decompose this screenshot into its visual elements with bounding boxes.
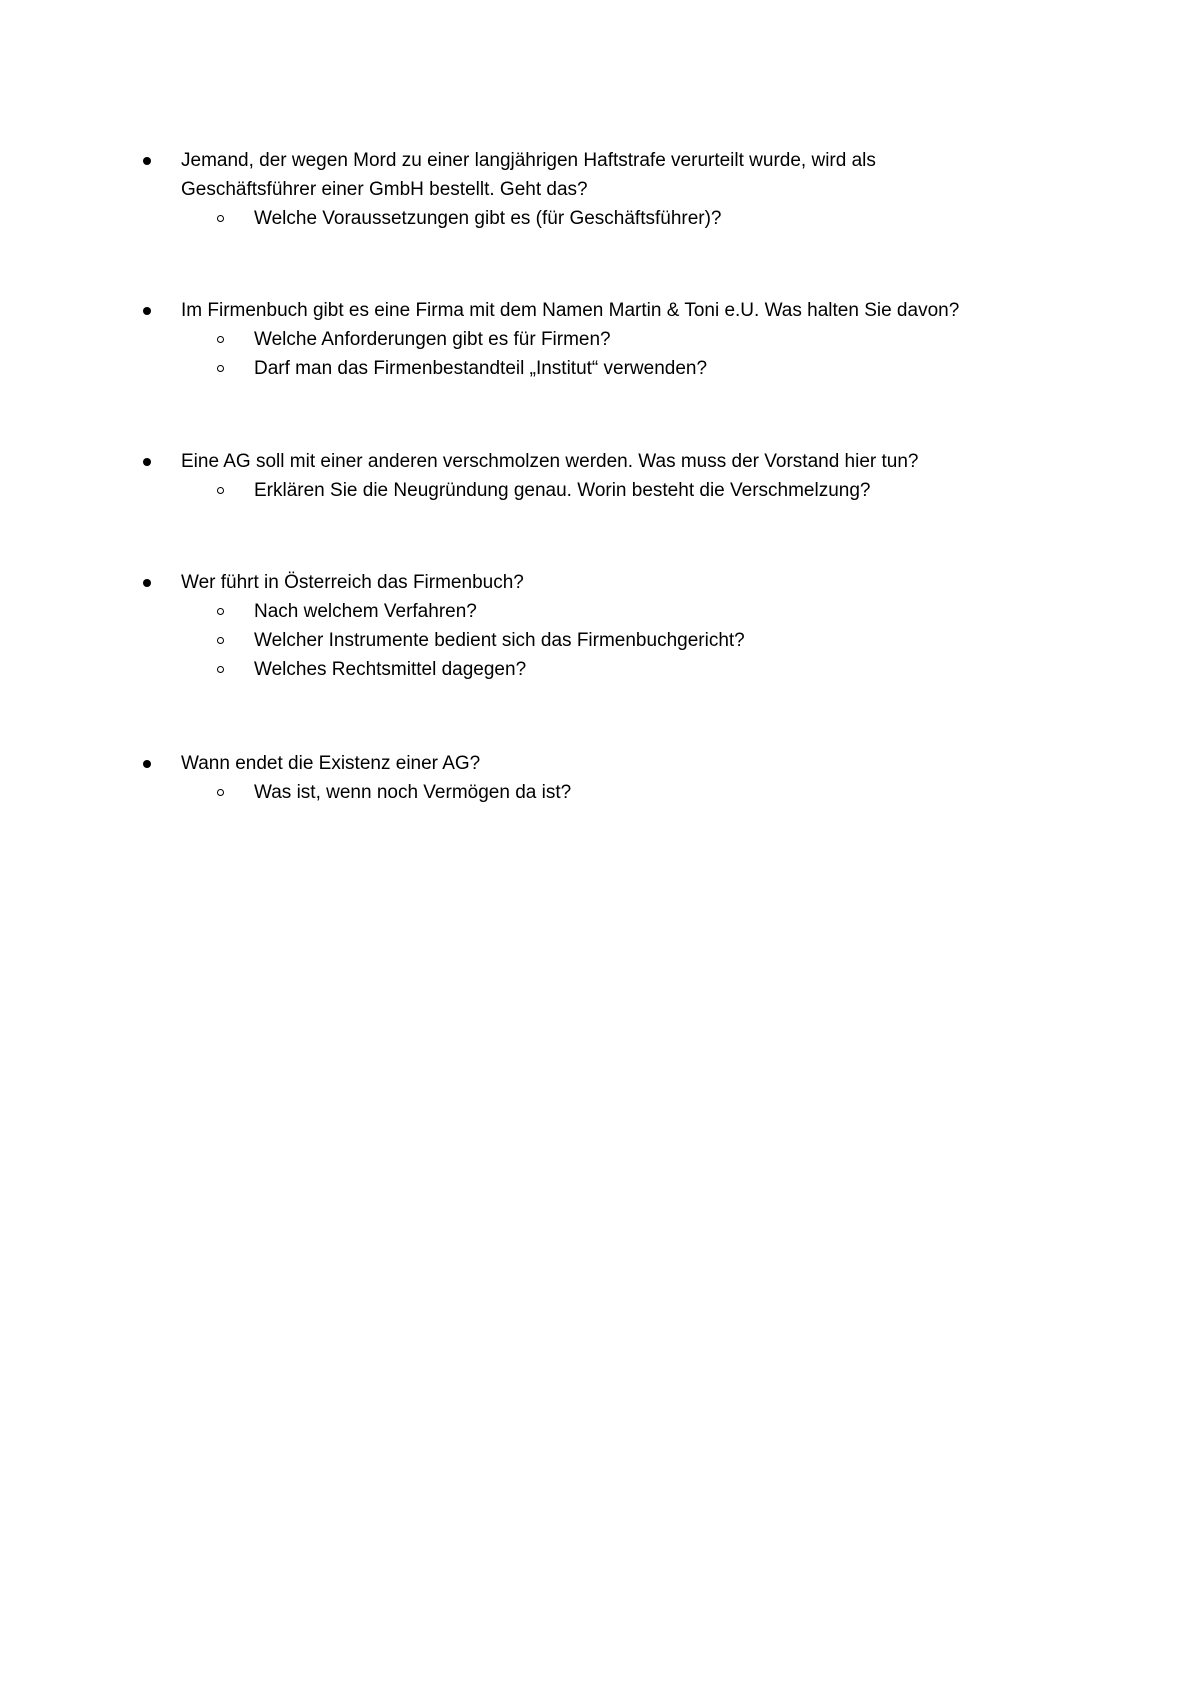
bullet-icon bbox=[143, 760, 151, 768]
sub-question bbox=[0, 626, 1200, 655]
circle-bullet-icon bbox=[217, 666, 224, 673]
circle-bullet-icon bbox=[217, 365, 224, 372]
sub-question bbox=[0, 204, 1200, 233]
sub-question-text: Darf man das Firmenbestandteil „Institut“ verwenden? bbox=[254, 358, 708, 379]
question-text-line: Eine AG soll mit einer anderen verschmolzen werden. Was muss der Vorstand hier tun? bbox=[181, 451, 919, 472]
bullet-icon bbox=[143, 579, 151, 587]
question-item bbox=[0, 146, 1200, 233]
sub-question bbox=[0, 325, 1200, 354]
circle-bullet-icon bbox=[217, 487, 224, 494]
question-item bbox=[0, 749, 1200, 807]
sub-question bbox=[0, 597, 1200, 626]
circle-bullet-icon bbox=[217, 608, 224, 615]
question-text bbox=[0, 296, 1200, 325]
question-item bbox=[0, 568, 1200, 684]
sub-question bbox=[0, 778, 1200, 807]
sub-question-text: Welche Voraussetzungen gibt es (für Geschäftsführer)? bbox=[254, 208, 722, 229]
sub-question-text: Welcher Instrumente bedient sich das Firmenbuchgericht? bbox=[254, 630, 745, 651]
question-text-line: Geschäftsführer einer GmbH bestellt. Geht das? bbox=[181, 179, 588, 200]
sub-question-text: Erklären Sie die Neugründung genau. Worin besteht die Verschmelzung? bbox=[254, 480, 871, 501]
circle-bullet-icon bbox=[217, 789, 224, 796]
sub-question bbox=[0, 354, 1200, 383]
question-text bbox=[0, 447, 1200, 476]
question-text bbox=[0, 749, 1200, 778]
question-text-line: Wer führt in Österreich das Firmenbuch? bbox=[181, 572, 524, 593]
sub-question-text: Nach welchem Verfahren? bbox=[254, 601, 477, 622]
bullet-icon bbox=[143, 458, 151, 466]
sub-question bbox=[0, 655, 1200, 684]
circle-bullet-icon bbox=[217, 215, 224, 222]
bullet-icon bbox=[143, 157, 151, 165]
question-text bbox=[0, 146, 1200, 175]
question-item bbox=[0, 447, 1200, 505]
question-text-line: Jemand, der wegen Mord zu einer langjährigen Haftstrafe verurteilt wurde, wird als bbox=[181, 150, 876, 171]
sub-question-text: Welches Rechtsmittel dagegen? bbox=[254, 659, 527, 680]
bullet-icon bbox=[143, 307, 151, 315]
circle-bullet-icon bbox=[217, 637, 224, 644]
circle-bullet-icon bbox=[217, 336, 224, 343]
question-text-line: Wann endet die Existenz einer AG? bbox=[181, 753, 481, 774]
sub-question-text: Was ist, wenn noch Vermögen da ist? bbox=[254, 782, 572, 803]
question-text-line: Im Firmenbuch gibt es eine Firma mit dem Namen Martin & Toni e.U. Was halten Sie davon? bbox=[181, 300, 960, 321]
question-text-continuation bbox=[0, 175, 1200, 204]
sub-question bbox=[0, 476, 1200, 505]
sub-question-text: Welche Anforderungen gibt es für Firmen? bbox=[254, 329, 611, 350]
question-item bbox=[0, 296, 1200, 383]
question-text bbox=[0, 568, 1200, 597]
